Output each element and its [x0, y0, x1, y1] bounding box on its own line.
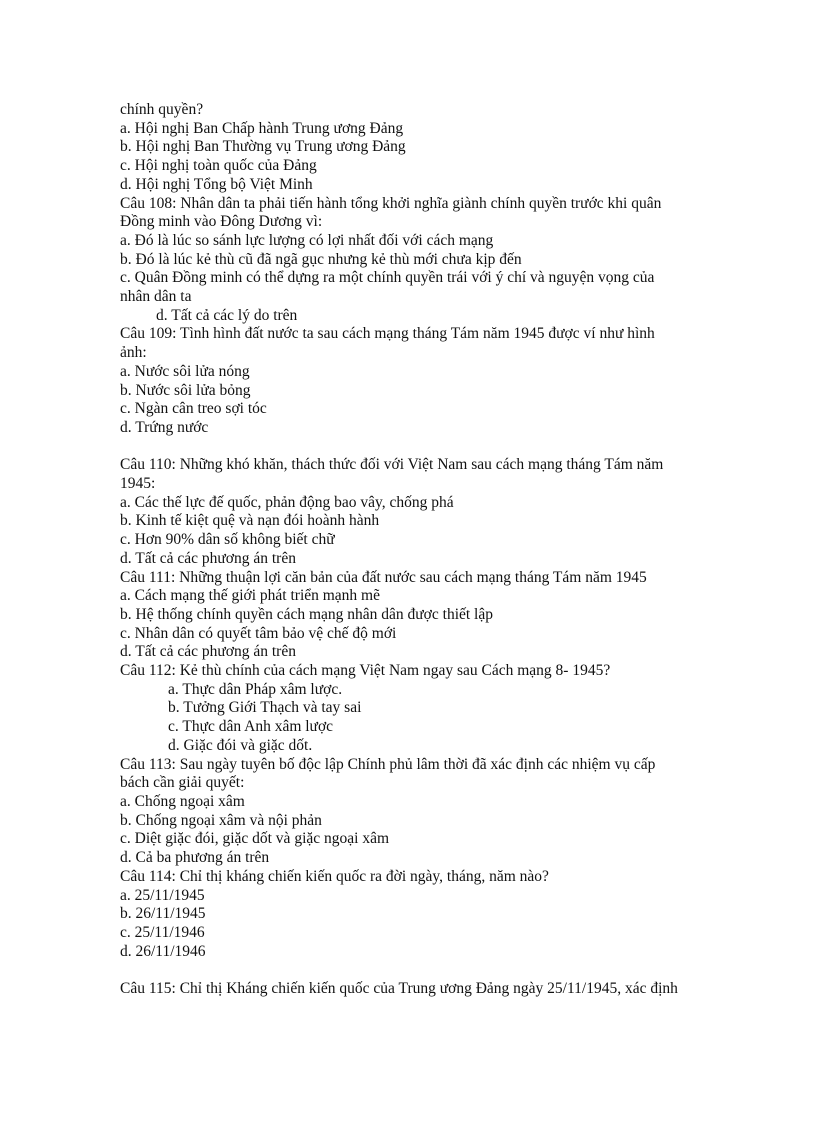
question-113-cont: bách cần giải quyết:: [120, 774, 245, 792]
answer-option: b. Tưởng Giới Thạch và tay sai: [168, 699, 362, 717]
question-111: Câu 111: Những thuận lợi căn bản của đất nước sau cách mạng tháng Tám năm 1945: [120, 568, 647, 586]
answer-option: d. Tất cả các phương án trên: [120, 549, 296, 567]
question-113: Câu 113: Sau ngày tuyên bố độc lập Chính phủ lâm thời đã xác định các nhiệm vụ cấp: [120, 755, 656, 773]
answer-option: c. 25/11/1946: [120, 923, 205, 941]
answer-option: d. Tất cả các lý do trên: [156, 306, 298, 324]
answer-option: c. Hội nghị toàn quốc của Đảng: [120, 157, 317, 175]
answer-option: b. Đó là lúc kẻ thù cũ đã ngã gục nhưng kẻ thù mới chưa kịp đến: [120, 250, 522, 268]
answer-option: d. 26/11/1946: [120, 942, 206, 960]
answer-option: a. Hội nghị Ban Chấp hành Trung ương Đảng: [120, 119, 404, 137]
answer-option: a. Chống ngoại xâm: [120, 793, 245, 810]
question-114: Câu 114: Chỉ thị kháng chiến kiến quốc ra đời ngày, tháng, năm nào?: [120, 867, 549, 885]
answer-option: b. Kinh tế kiệt quệ và nạn đói hoành hành: [120, 512, 380, 530]
answer-option: a. Đó là lúc so sánh lực lượng có lợi nhất đối với cách mạng: [120, 231, 494, 249]
answer-option: b. 26/11/1945: [120, 905, 206, 923]
answer-option: c. Quân Đồng minh có thể dựng ra một chính quyền trái với ý chí và nguyện vọng của: [120, 269, 655, 287]
answer-option: d. Trứng nước: [120, 418, 209, 436]
question-115: Câu 115: Chỉ thị Kháng chiến kiến quốc của Trung ương Đảng ngày 25/11/1945, xác định: [120, 980, 678, 998]
answer-option: c. Diệt giặc đói, giặc dốt và giặc ngoại xâm: [120, 830, 390, 848]
question-108-cont: Đồng minh vào Đông Dương vì:: [120, 213, 323, 231]
question-110-cont: 1945:: [120, 475, 156, 493]
answer-option: a. Nước sôi lửa nóng: [120, 362, 250, 380]
text-line: chính quyền?: [120, 101, 204, 118]
answer-option: d. Hội nghị Tổng bộ Việt Minh: [120, 175, 313, 193]
question-109-cont: ảnh:: [120, 344, 147, 362]
answer-option: d. Tất cả các phương án trên: [120, 643, 296, 661]
answer-option: c. Ngàn cân treo sợi tóc: [120, 400, 267, 418]
blank-line: [120, 961, 710, 980]
document-body: [120, 101, 710, 999]
answer-option: c. Thực dân Anh xâm lược: [168, 718, 334, 736]
answer-option: a. 25/11/1945: [120, 886, 205, 904]
question-109: Câu 109: Tình hình đất nước ta sau cách mạng tháng Tám năm 1945 được ví như hình: [120, 325, 655, 343]
answer-option: b. Hội nghị Ban Thường vụ Trung ương Đảng: [120, 138, 406, 156]
answer-option: b. Nước sôi lửa bỏng: [120, 381, 251, 399]
answer-option: c. Nhân dân có quyết tâm bảo vệ chế độ mới: [120, 624, 397, 642]
question-108: Câu 108: Nhân dân ta phải tiến hành tổng khởi nghĩa giành chính quyền trước khi quân: [120, 194, 662, 212]
answer-option: a. Các thế lực đế quốc, phản động bao vây, chống phá: [120, 493, 454, 511]
answer-option: d. Cả ba phương án trên: [120, 849, 270, 867]
question-112: Câu 112: Kẻ thù chính của cách mạng Việt Nam ngay sau Cách mạng 8- 1945?: [120, 662, 611, 680]
answer-option: a. Thực dân Pháp xâm lược.: [168, 680, 343, 698]
answer-option: a. Cách mạng thế giới phát triển mạnh mẽ: [120, 587, 380, 605]
answer-option: d. Giặc đói và giặc dốt.: [168, 736, 313, 754]
answer-option: b. Chống ngoại xâm và nội phản: [120, 811, 322, 829]
answer-option: c. Hơn 90% dân số không biết chữ: [120, 531, 335, 549]
question-110: Câu 110: Những khó khăn, thách thức đối với Việt Nam sau cách mạng tháng Tám năm: [120, 456, 664, 474]
answer-option-cont: nhân dân ta: [120, 288, 192, 306]
blank-line: [120, 438, 710, 457]
answer-option: b. Hệ thống chính quyền cách mạng nhân dân được thiết lập: [120, 605, 493, 623]
